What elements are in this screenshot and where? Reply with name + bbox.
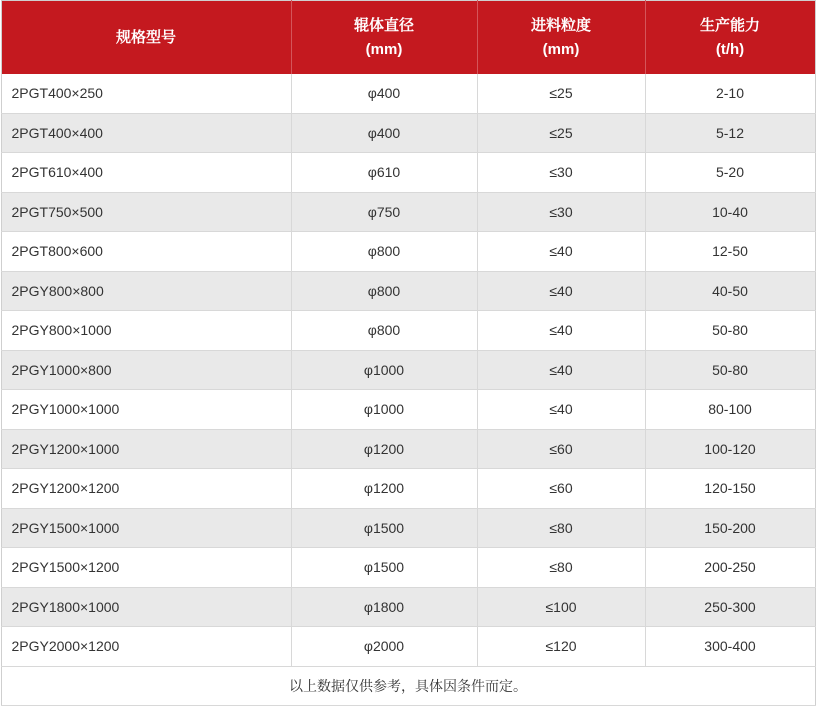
cell-roller-diameter: φ1500	[291, 508, 477, 548]
column-header-feed-size-line-1: 进料粒度	[530, 17, 591, 35]
cell-roller-diameter: φ1800	[291, 587, 477, 627]
cell-capacity: 12-50	[645, 232, 815, 272]
cell-capacity: 5-12	[645, 113, 815, 153]
cell-model: 2PGT610×400	[1, 153, 291, 193]
table-row	[1, 587, 815, 627]
column-header-feed-size	[477, 1, 645, 75]
column-header-model	[1, 1, 291, 75]
cell-feed-size: ≤30	[477, 192, 645, 232]
cell-capacity: 250-300	[645, 587, 815, 627]
cell-capacity: 50-80	[645, 350, 815, 390]
table-row	[1, 74, 815, 113]
table-header	[1, 1, 815, 75]
column-header-roller-diameter-line-1: 辊体直径	[353, 17, 414, 35]
cell-roller-diameter: φ800	[291, 232, 477, 272]
column-header-model-line-1: 规格型号	[115, 28, 176, 46]
cell-capacity: 300-400	[645, 627, 815, 667]
cell-model: 2PGT400×250	[1, 74, 291, 113]
cell-model: 2PGY1500×1200	[1, 548, 291, 588]
cell-roller-diameter: φ2000	[291, 627, 477, 667]
table-row	[1, 113, 815, 153]
cell-model: 2PGY800×800	[1, 271, 291, 311]
cell-model: 2PGY1000×800	[1, 350, 291, 390]
cell-feed-size: ≤100	[477, 587, 645, 627]
cell-capacity: 80-100	[645, 390, 815, 430]
column-header-roller-diameter-line-2: (mm)	[365, 40, 403, 58]
cell-roller-diameter: φ750	[291, 192, 477, 232]
cell-capacity: 100-120	[645, 429, 815, 469]
table-row	[1, 153, 815, 193]
table-row	[1, 469, 815, 509]
table-row	[1, 548, 815, 588]
table-header-row	[1, 1, 815, 75]
cell-feed-size: ≤60	[477, 429, 645, 469]
cell-model: 2PGY2000×1200	[1, 627, 291, 667]
cell-model: 2PGY1500×1000	[1, 508, 291, 548]
cell-feed-size: ≤120	[477, 627, 645, 667]
cell-capacity: 200-250	[645, 548, 815, 588]
column-header-capacity-line-1: 生产能力	[699, 17, 760, 35]
cell-model: 2PGY1200×1200	[1, 469, 291, 509]
cell-feed-size: ≤40	[477, 311, 645, 351]
cell-capacity: 50-80	[645, 311, 815, 351]
table-row	[1, 429, 815, 469]
table-row	[1, 508, 815, 548]
table-row	[1, 627, 815, 667]
cell-capacity: 150-200	[645, 508, 815, 548]
cell-roller-diameter: φ800	[291, 271, 477, 311]
cell-feed-size: ≤80	[477, 548, 645, 588]
cell-roller-diameter: φ610	[291, 153, 477, 193]
cell-roller-diameter: φ1200	[291, 429, 477, 469]
cell-roller-diameter: φ1500	[291, 548, 477, 588]
table-row	[1, 192, 815, 232]
cell-model: 2PGT400×400	[1, 113, 291, 153]
cell-model: 2PGT750×500	[1, 192, 291, 232]
specification-table	[1, 0, 816, 706]
column-header-capacity	[645, 1, 815, 75]
cell-model: 2PGY1800×1000	[1, 587, 291, 627]
cell-feed-size: ≤25	[477, 113, 645, 153]
cell-roller-diameter: φ400	[291, 113, 477, 153]
table-footnote-row	[1, 666, 815, 706]
table-row	[1, 311, 815, 351]
cell-feed-size: ≤40	[477, 350, 645, 390]
cell-feed-size: ≤40	[477, 271, 645, 311]
cell-capacity: 40-50	[645, 271, 815, 311]
cell-feed-size: ≤80	[477, 508, 645, 548]
column-header-roller-diameter	[291, 1, 477, 75]
column-header-feed-size-line-2: (mm)	[542, 40, 580, 58]
column-header-capacity-line-2: (t/h)	[715, 40, 745, 58]
cell-model: 2PGY1200×1000	[1, 429, 291, 469]
cell-capacity: 5-20	[645, 153, 815, 193]
cell-feed-size: ≤40	[477, 390, 645, 430]
cell-feed-size: ≤60	[477, 469, 645, 509]
table-row	[1, 390, 815, 430]
table-row	[1, 232, 815, 272]
cell-roller-diameter: φ1000	[291, 350, 477, 390]
cell-model: 2PGT800×600	[1, 232, 291, 272]
cell-roller-diameter: φ800	[291, 311, 477, 351]
cell-model: 2PGY1000×1000	[1, 390, 291, 430]
table-row	[1, 350, 815, 390]
table-footnote: 以上数据仅供参考，具体因条件而定。	[1, 666, 815, 706]
table-row	[1, 271, 815, 311]
table-body	[1, 74, 815, 706]
cell-roller-diameter: φ1200	[291, 469, 477, 509]
cell-roller-diameter: φ1000	[291, 390, 477, 430]
cell-capacity: 10-40	[645, 192, 815, 232]
cell-feed-size: ≤25	[477, 74, 645, 113]
cell-feed-size: ≤30	[477, 153, 645, 193]
cell-feed-size: ≤40	[477, 232, 645, 272]
cell-capacity: 120-150	[645, 469, 815, 509]
cell-capacity: 2-10	[645, 74, 815, 113]
cell-roller-diameter: φ400	[291, 74, 477, 113]
cell-model: 2PGY800×1000	[1, 311, 291, 351]
